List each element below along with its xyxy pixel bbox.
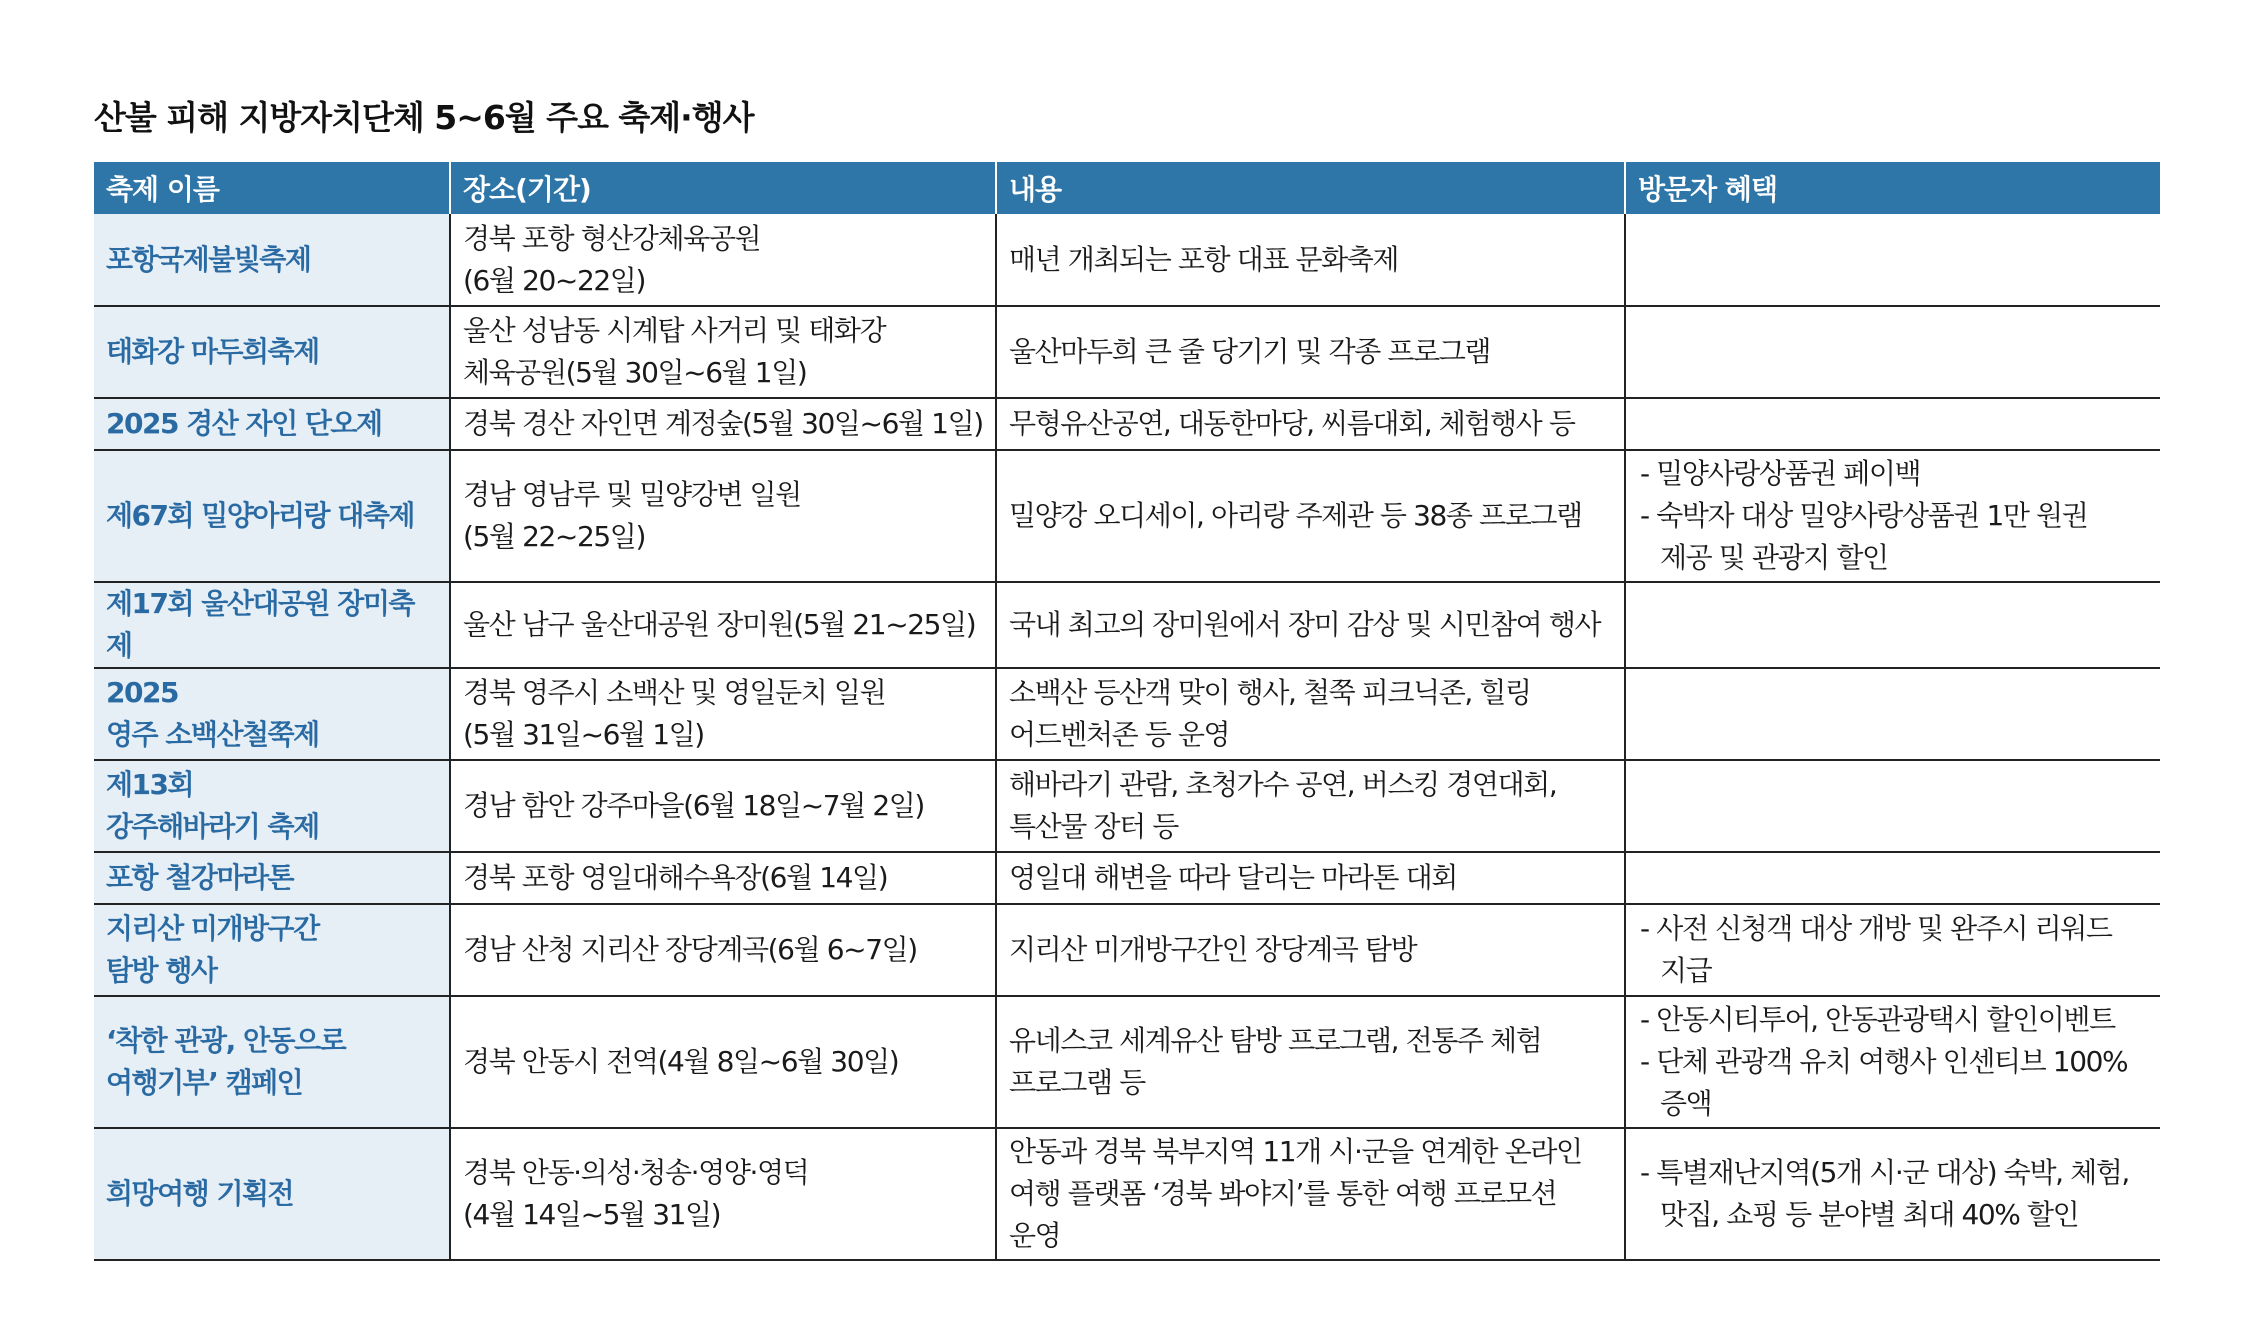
benefit-item: - 사전 신청객 대상 개방 및 완주시 리워드 지급 [1640, 912, 2112, 987]
festival-name-cell: 제13회 강주해바라기 축제 [94, 760, 450, 852]
place-period-cell: 경북 안동시 전역(4월 8일~6월 30일) [450, 996, 996, 1128]
table-row [94, 852, 2160, 904]
table-row [94, 398, 2160, 450]
festival-name-cell: 2025 영주 소백산철쭉제 [94, 668, 450, 760]
festival-name-cell: 포항국제불빛축제 [94, 214, 450, 306]
visitor-benefit-cell [1625, 760, 2160, 852]
festival-name-cell: 태화강 마두희축제 [94, 306, 450, 398]
place-period-cell: 울산 남구 울산대공원 장미원(5월 21~25일) [450, 582, 996, 668]
benefit-item: - 안동시티투어, 안동관광택시 할인이벤트 [1640, 1003, 2115, 1036]
content-cell: 지리산 미개방구간인 장당계곡 탐방 [996, 904, 1625, 996]
table-row [94, 1128, 2160, 1260]
place-period-cell: 경남 산청 지리산 장당계곡(6월 6~7일) [450, 904, 996, 996]
festival-name-cell: 희망여행 기획전 [94, 1128, 450, 1260]
place-period-cell: 경북 포항 형산강체육공원 (6월 20~22일) [450, 214, 996, 306]
visitor-benefit-cell [1625, 582, 2160, 668]
visitor-benefit-cell [1625, 450, 2160, 582]
content-cell: 무형유산공연, 대동한마당, 씨름대회, 체험행사 등 [996, 398, 1625, 450]
festival-name-cell: 2025 경산 자인 단오제 [94, 398, 450, 450]
content-cell: 울산마두희 큰 줄 당기기 및 각종 프로그램 [996, 306, 1625, 398]
festival-name-cell: 포항 철강마라톤 [94, 852, 450, 904]
content-cell: 매년 개최되는 포항 대표 문화축제 [996, 214, 1625, 306]
benefit-item: - 단체 관광객 유치 여행사 인센티브 100% 증액 [1640, 1045, 2128, 1120]
header-place-period: 장소(기간) [450, 162, 996, 214]
visitor-benefit-cell [1625, 996, 2160, 1128]
benefit-item: - 밀양사랑상품권 페이백 [1640, 457, 1921, 490]
festival-table [94, 162, 2160, 1261]
content-cell: 안동과 경북 북부지역 11개 시·군을 연계한 온라인 여행 플랫폼 ‘경북 봐야지’를 통한 여행 프로모션 운영 [996, 1128, 1625, 1260]
visitor-benefit-cell [1625, 214, 2160, 306]
content-cell: 소백산 등산객 맞이 행사, 철쭉 피크닉존, 힐링 어드벤처존 등 운영 [996, 668, 1625, 760]
table-row [94, 214, 2160, 306]
table-row [94, 904, 2160, 996]
content-cell: 국내 최고의 장미원에서 장미 감상 및 시민참여 행사 [996, 582, 1625, 668]
header-festival-name: 축제 이름 [94, 162, 450, 214]
visitor-benefit-cell [1625, 398, 2160, 450]
table-row [94, 996, 2160, 1128]
place-period-cell: 경북 영주시 소백산 및 영일둔치 일원 (5월 31일~6월 1일) [450, 668, 996, 760]
festival-name-cell: 제67회 밀양아리랑 대축제 [94, 450, 450, 582]
place-period-cell: 경북 경산 자인면 계정숲(5월 30일~6월 1일) [450, 398, 996, 450]
visitor-benefit-cell [1625, 852, 2160, 904]
content-cell: 밀양강 오디세이, 아리랑 주제관 등 38종 프로그램 [996, 450, 1625, 582]
festival-name-cell: 제17회 울산대공원 장미축제 [94, 582, 450, 668]
benefit-item: - 숙박자 대상 밀양사랑상품권 1만 원권 제공 및 관광지 할인 [1640, 499, 2088, 574]
table-row [94, 582, 2160, 668]
table-row [94, 760, 2160, 852]
content-cell: 유네스코 세계유산 탐방 프로그램, 전통주 체험 프로그램 등 [996, 996, 1625, 1128]
table-row [94, 450, 2160, 582]
festival-name-cell: ‘착한 관광, 안동으로 여행기부’ 캠페인 [94, 996, 450, 1128]
place-period-cell: 경남 함안 강주마을(6월 18일~7월 2일) [450, 760, 996, 852]
place-period-cell: 울산 성남동 시계탑 사거리 및 태화강 체육공원(5월 30일~6월 1일) [450, 306, 996, 398]
page-title: 산불 피해 지방자치단체 5~6월 주요 축제·행사 [94, 98, 754, 137]
place-period-cell: 경북 안동·의성·청송·영양·영덕 (4월 14일~5월 31일) [450, 1128, 996, 1260]
content-cell: 영일대 해변을 따라 달리는 마라톤 대회 [996, 852, 1625, 904]
table-row [94, 668, 2160, 760]
place-period-cell: 경남 영남루 및 밀양강변 일원 (5월 22~25일) [450, 450, 996, 582]
place-period-cell: 경북 포항 영일대해수욕장(6월 14일) [450, 852, 996, 904]
content-cell: 해바라기 관람, 초청가수 공연, 버스킹 경연대회, 특산물 장터 등 [996, 760, 1625, 852]
visitor-benefit-cell [1625, 306, 2160, 398]
visitor-benefit-cell [1625, 668, 2160, 760]
table-row [94, 306, 2160, 398]
festival-name-cell: 지리산 미개방구간 탐방 행사 [94, 904, 450, 996]
header-content: 내용 [996, 162, 1625, 214]
header-visitor-benefit: 방문자 혜택 [1625, 162, 2160, 214]
visitor-benefit-cell [1625, 1128, 2160, 1260]
visitor-benefit-cell [1625, 904, 2160, 996]
benefit-item: - 특별재난지역(5개 시·군 대상) 숙박, 체험, 맛집, 쇼핑 등 분야별 최대 40% 할인 [1640, 1156, 2129, 1231]
table-header-row [94, 162, 2160, 214]
